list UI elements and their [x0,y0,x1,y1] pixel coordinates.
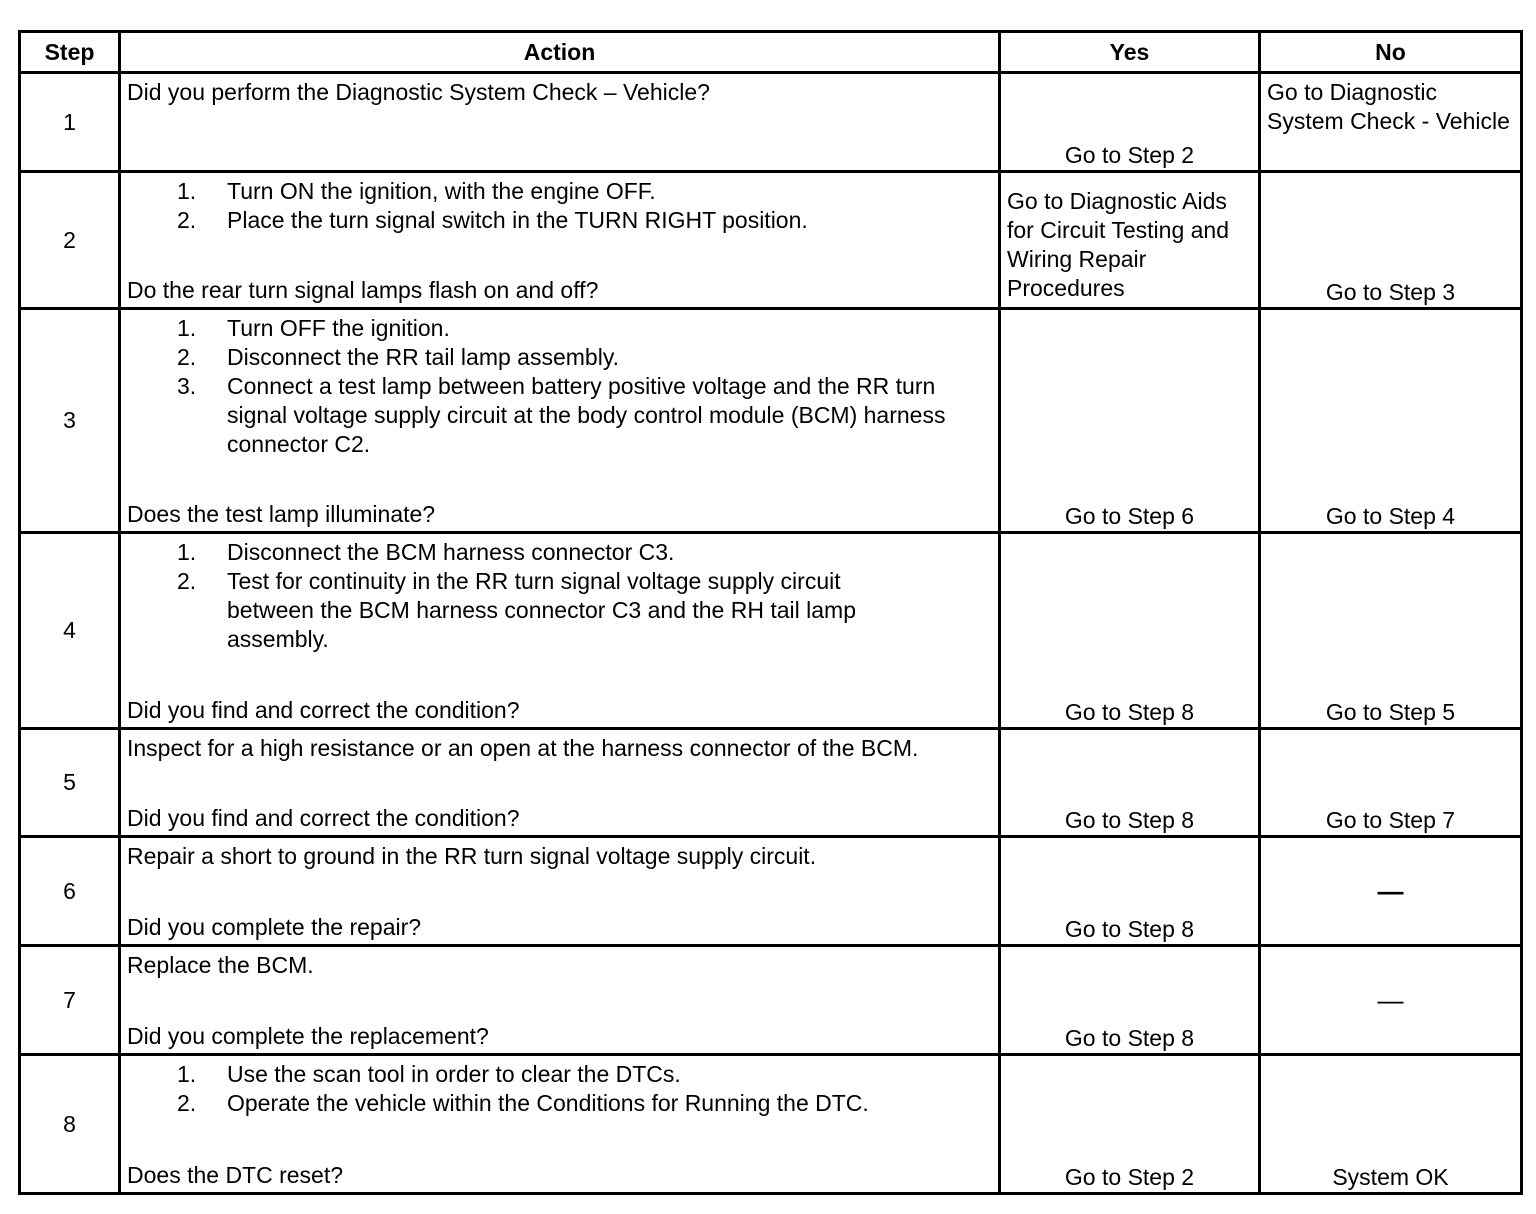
yes-cell [1000,73,1260,172]
yes-cell [1000,837,1260,946]
question-text: Did you find and correct the condition? [127,805,520,831]
table-row [20,309,1522,533]
list-item: 1. Turn ON the ignition, with the engine OFF. [177,178,656,204]
action-steps [127,177,992,235]
no-text: System OK [1332,1164,1449,1190]
yes-text: Go to Step 8 [1064,916,1195,942]
header-action: Action [120,32,1000,73]
table-row [20,172,1522,309]
no-text: — [1377,875,1404,906]
action-text: Did you perform the Diagnostic System Check – Vehicle? [127,79,710,105]
action-cell [120,837,1000,946]
step-number: 4 [20,533,120,729]
table-row [20,533,1522,729]
yes-text: Go to Step 6 [1064,503,1195,529]
no-cell [1260,946,1522,1055]
yes-text: Go to Step 8 [1064,807,1195,833]
step-number: 1 [20,73,120,172]
yes-cell [1000,946,1260,1055]
question-text: Did you complete the replacement? [127,1023,489,1049]
no-cell [1260,309,1522,533]
question-text: Did you find and correct the condition? [127,697,520,723]
no-cell [1260,172,1522,309]
table-row [20,1055,1522,1194]
list-item: 2. Test for continuity in the RR turn signal voltage supply circuit between the BCM harness connector C3 and the RH tail lamp assembly. [177,568,856,652]
yes-cell [1000,172,1260,309]
step-number: 3 [20,309,120,533]
action-text: Repair a short to ground in the RR turn signal voltage supply circuit. [127,843,817,869]
action-text: Inspect for a high resistance or an open at the harness connector of the BCM. [127,735,919,761]
no-text: Go to Diagnostic System Check - Vehicle [1267,79,1510,134]
list-item: 1. Use the scan tool in order to clear the DTCs. [177,1061,681,1087]
no-text: Go to Step 5 [1325,699,1456,725]
list-item: 2. Disconnect the RR tail lamp assembly. [177,344,619,370]
yes-cell [1000,533,1260,729]
step-number: 5 [20,729,120,837]
yes-text: Go to Step 2 [1064,142,1195,168]
action-steps [127,1060,992,1118]
step-number: 2 [20,172,120,309]
no-text: Go to Step 3 [1325,279,1456,305]
action-cell [120,309,1000,533]
action-cell [120,73,1000,172]
action-cell [120,172,1000,309]
no-cell [1260,533,1522,729]
step-number: 8 [20,1055,120,1194]
no-text: Go to Step 7 [1325,807,1456,833]
action-text: Replace the BCM. [127,952,314,978]
yes-text: Go to Step 8 [1064,699,1195,725]
yes-cell [1000,1055,1260,1194]
header-step: Step [20,32,120,73]
table-row [20,946,1522,1055]
header-yes: Yes [1000,32,1260,73]
action-cell [120,729,1000,837]
list-item: 1. Disconnect the BCM harness connector C3. [177,539,675,565]
table-row [20,837,1522,946]
yes-cell [1000,729,1260,837]
action-steps [127,314,992,459]
list-item: 1. Turn OFF the ignition. [177,315,450,341]
no-cell [1260,1055,1522,1194]
yes-text: Go to Step 8 [1064,1025,1195,1051]
no-cell [1260,837,1522,946]
question-text: Does the test lamp illuminate? [127,501,436,527]
table-row [20,729,1522,837]
no-text: — [1377,984,1404,1015]
step-number: 7 [20,946,120,1055]
action-cell [120,533,1000,729]
list-item: 2. Operate the vehicle within the Conditions for Running the DTC. [177,1090,869,1116]
yes-text: Go to Step 2 [1064,1164,1195,1190]
no-cell [1260,73,1522,172]
list-item: 3. Connect a test lamp between battery positive voltage and the RR turn signal voltage supply circuit at the body control module (BCM) harness connector C2. [177,373,946,457]
table-row [20,73,1522,172]
yes-text: Go to Diagnostic Aids for Circuit Testing and Wiring Repair Procedures [1007,188,1230,301]
action-steps [127,538,992,654]
diagnostic-table [18,30,1523,1195]
list-item: 2. Place the turn signal switch in the TURN RIGHT position. [177,207,808,233]
header-no: No [1260,32,1522,73]
question-text: Do the rear turn signal lamps flash on and off? [127,277,599,303]
question-text: Did you complete the repair? [127,914,422,940]
action-cell [120,1055,1000,1194]
action-cell [120,946,1000,1055]
no-text: Go to Step 4 [1325,503,1456,529]
question-text: Does the DTC reset? [127,1162,344,1188]
yes-cell [1000,309,1260,533]
header-row [20,32,1522,73]
no-cell [1260,729,1522,837]
step-number: 6 [20,837,120,946]
